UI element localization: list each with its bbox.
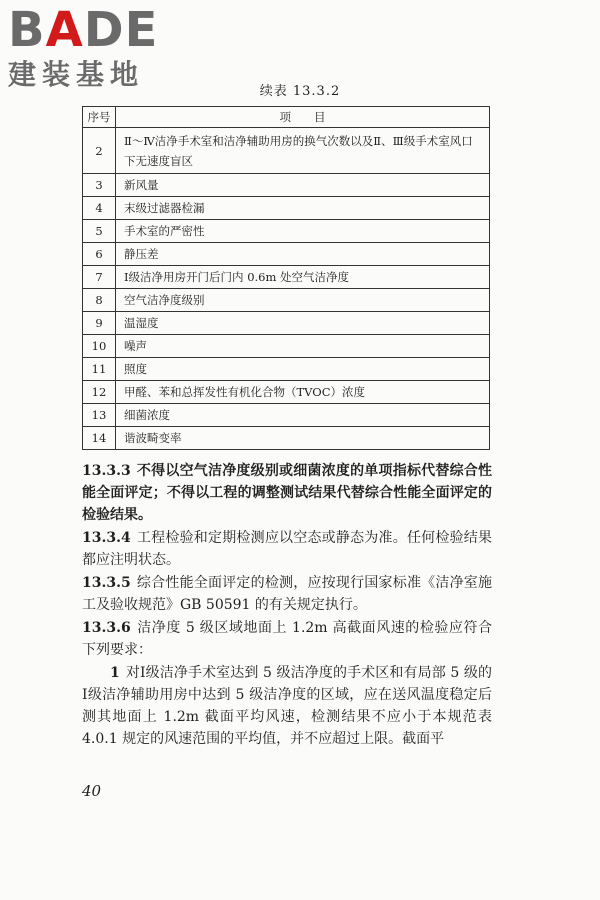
row-number: 6 [83, 243, 116, 266]
header-serial-number: 序号 [83, 107, 116, 128]
row-item: Ⅱ～Ⅳ洁净手术室和洁净辅助用房的换气次数以及Ⅱ、Ⅲ级手术室风口下无速度盲区 [116, 128, 490, 174]
header-item: 项 目 [116, 107, 490, 128]
clause-number: 13.3.3 [82, 463, 131, 479]
table-row [83, 174, 490, 197]
clause-number: 13.3.5 [82, 575, 131, 591]
logo-latin-text: BADE [8, 2, 159, 58]
table-row [83, 289, 490, 312]
clause-text: 综合性能全面评定的检测，应按现行国家标准《洁净室施工及验收规范》GB 50591 的有关规定执行。 [82, 575, 492, 613]
row-number: 13 [83, 404, 116, 427]
row-item: 末级过滤器检漏 [116, 197, 490, 220]
row-item: 空气洁净度级别 [116, 289, 490, 312]
clause-text: 工程检验和定期检测应以空态或静态为准。任何检验结果都应注明状态。 [82, 530, 492, 568]
clause-13-3-3 [82, 460, 492, 526]
row-item: 噪声 [116, 335, 490, 358]
row-item: 照度 [116, 358, 490, 381]
row-number: 3 [83, 174, 116, 197]
row-number: 12 [83, 381, 116, 404]
sub-item-1 [82, 662, 492, 750]
clause-13-3-6 [82, 617, 492, 661]
table-row [83, 404, 490, 427]
row-number: 9 [83, 312, 116, 335]
site-logo [8, 4, 158, 92]
table-row [83, 266, 490, 289]
table-row [83, 381, 490, 404]
inspection-items-table [82, 106, 490, 450]
table-row [83, 312, 490, 335]
sub-item-number: 1 [110, 665, 120, 681]
row-number: 5 [83, 220, 116, 243]
sub-item-text: 对Ⅰ级洁净手术室达到 5 级洁净度的手术区和有局部 5 级的Ⅰ级洁净辅助用房中达到 5 级洁净度的区域，应在送风温度稳定后测其地面上 1.2m 截面平均风速，检测结果不应小于本规范表 4.0.1 规定的风速范围的平均值，并不应超过上限。截面平 [82, 665, 492, 747]
clause-number: 13.3.6 [82, 620, 131, 636]
row-number: 2 [83, 128, 116, 174]
clause-text: 不得以空气洁净度级别或细菌浓度的单项指标代替综合性能全面评定；不得以工程的调整测试结果代替综合性能全面评定的检验结果。 [82, 463, 492, 523]
row-item: 静压差 [116, 243, 490, 266]
body-text [82, 460, 492, 751]
row-number: 4 [83, 197, 116, 220]
row-item: 谐波畸变率 [116, 427, 490, 450]
page-number: 40 [82, 782, 102, 800]
clause-number: 13.3.4 [82, 530, 131, 546]
row-item: Ⅰ级洁净用房开门后门内 0.6m 处空气洁净度 [116, 266, 490, 289]
table-row [83, 128, 490, 174]
table-row [83, 427, 490, 450]
clause-text: 洁净度 5 级区域地面上 1.2m 高截面风速的检验应符合下列要求： [82, 620, 492, 658]
table-row [83, 335, 490, 358]
table-row [83, 197, 490, 220]
row-item: 新风量 [116, 174, 490, 197]
row-item: 甲醛、苯和总挥发性有机化合物（TVOC）浓度 [116, 381, 490, 404]
row-number: 8 [83, 289, 116, 312]
logo-chinese-text: 建装基地 [8, 58, 145, 91]
row-number: 7 [83, 266, 116, 289]
row-number: 14 [83, 427, 116, 450]
table-header-row [83, 107, 490, 128]
clause-13-3-5 [82, 572, 492, 616]
row-number: 11 [83, 358, 116, 381]
clause-13-3-4 [82, 527, 492, 571]
row-item: 细菌浓度 [116, 404, 490, 427]
row-item: 温湿度 [116, 312, 490, 335]
table-row [83, 220, 490, 243]
row-number: 10 [83, 335, 116, 358]
table-title: 续表 13.3.2 [259, 84, 341, 99]
row-item: 手术室的严密性 [116, 220, 490, 243]
table-row [83, 358, 490, 381]
table-row [83, 243, 490, 266]
